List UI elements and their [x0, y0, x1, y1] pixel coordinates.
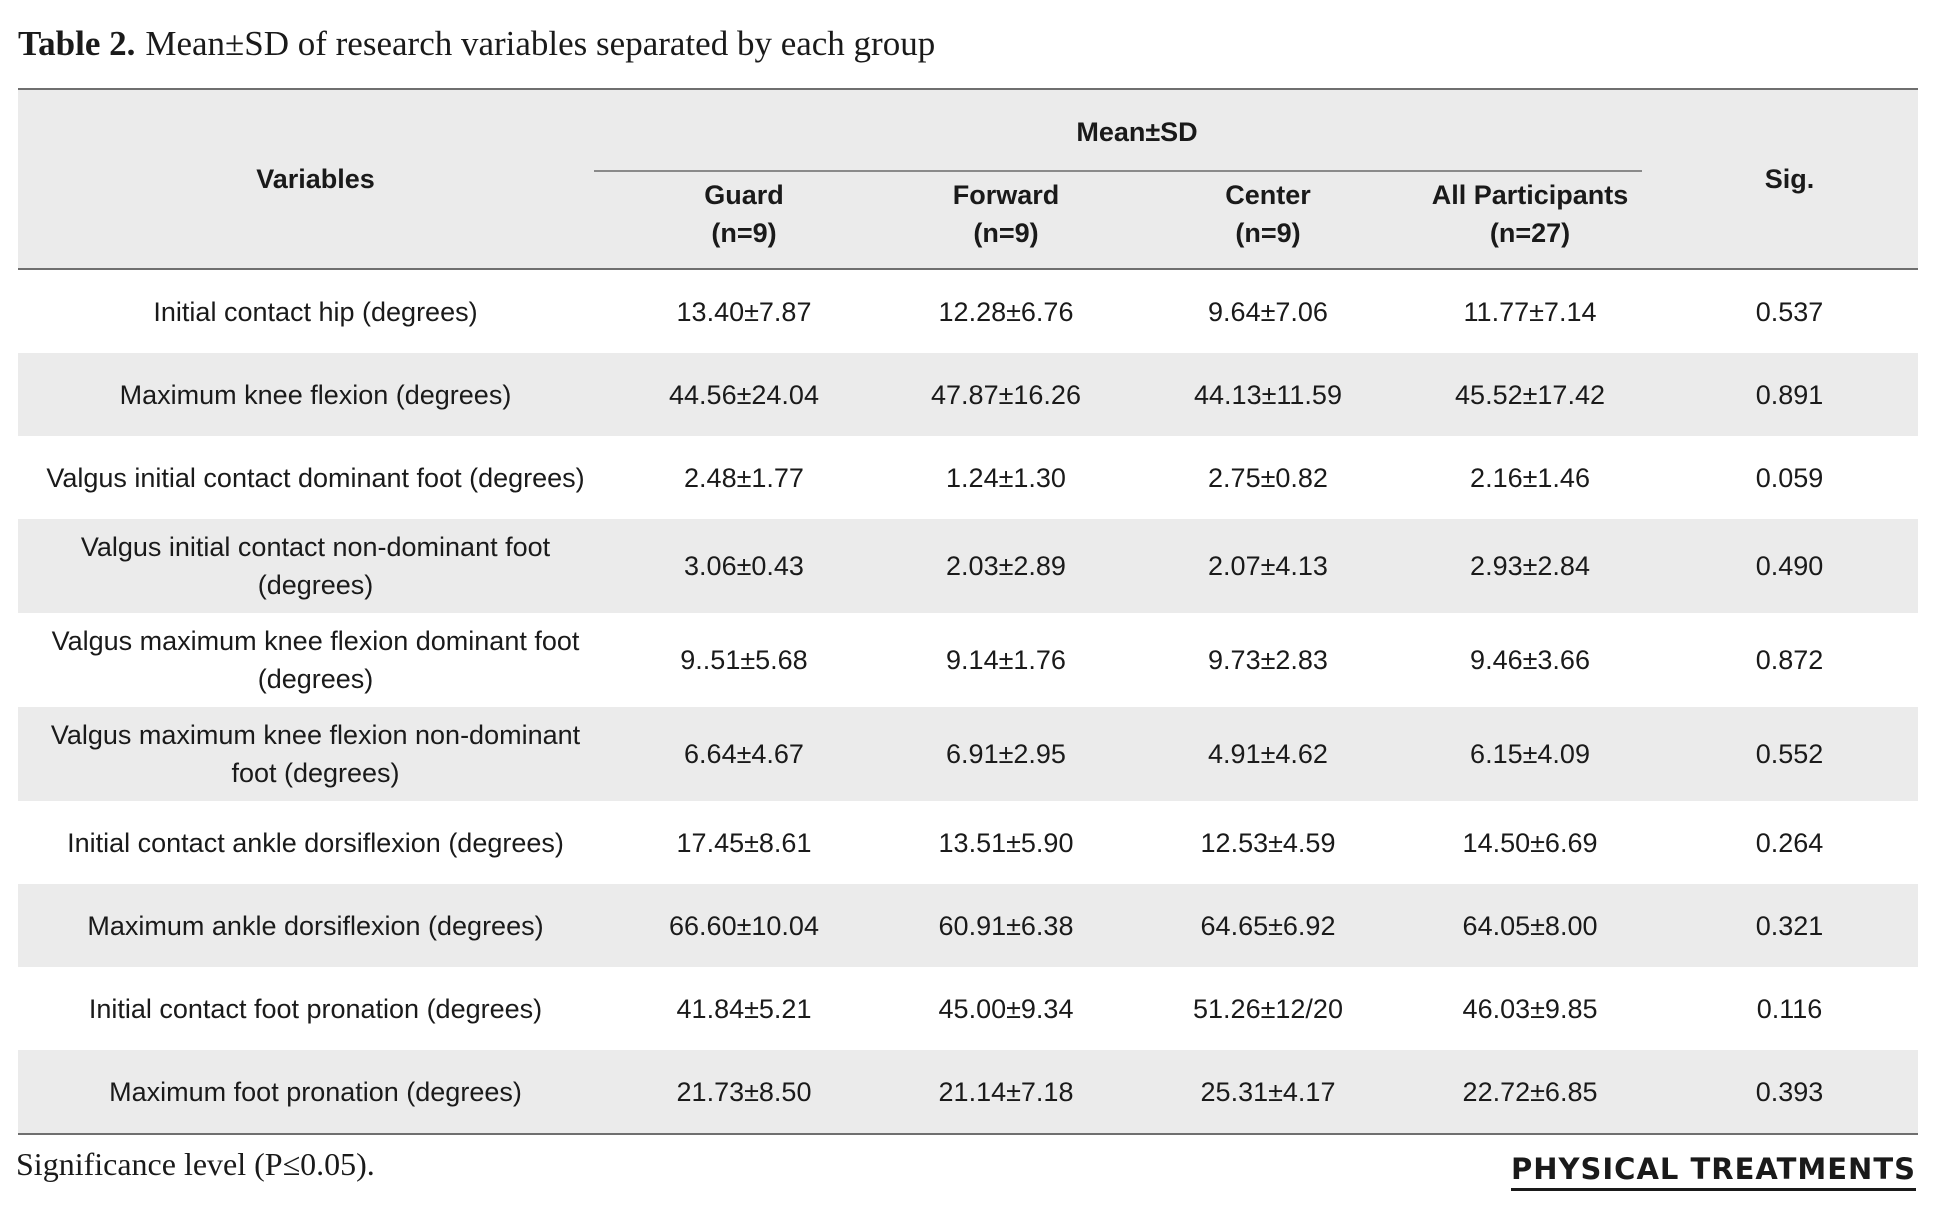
table-row — [18, 801, 1918, 884]
cell-forward: 13.51±5.90 — [938, 827, 1074, 858]
group-n: (n=9) — [711, 218, 777, 248]
cell-sig: 0.059 — [1755, 462, 1824, 493]
journal-logo: PHYSICAL TREATMENTS — [1511, 1152, 1916, 1191]
header-group-center — [1137, 174, 1399, 269]
table-body — [18, 269, 1918, 1134]
cell-forward: 47.87±16.26 — [875, 353, 1137, 436]
cell-guard: 17.45±8.61 — [676, 827, 812, 858]
table-row — [18, 519, 1918, 613]
cell-forward: 45.00±9.34 — [938, 993, 1074, 1024]
cell-variable: Maximum foot pronation (degrees) — [18, 1050, 613, 1134]
cell-variable: Maximum knee flexion (degrees) — [18, 353, 613, 436]
cell-sig: 0.891 — [1661, 353, 1918, 436]
cell-forward: 9.14±1.76 — [946, 645, 1066, 675]
cell-guard: 41.84±5.21 — [676, 993, 812, 1024]
cell-center: 4.91±4.62 — [1137, 707, 1399, 801]
table-row — [18, 884, 1918, 967]
group-n: (n=9) — [973, 218, 1039, 248]
cell-sig: 0.537 — [1755, 296, 1824, 327]
cell-sig: 0.490 — [1661, 519, 1918, 613]
table-row — [18, 269, 1918, 353]
table-row — [18, 967, 1918, 1050]
cell-all: 2.93±2.84 — [1399, 519, 1661, 613]
cell-guard: 6.64±4.67 — [613, 707, 875, 801]
cell-all: 46.03±9.85 — [1462, 993, 1598, 1024]
cell-guard: 66.60±10.04 — [613, 884, 875, 967]
cell-guard: 13.40±7.87 — [676, 296, 812, 327]
table-row — [18, 1050, 1918, 1134]
cell-sig: 0.393 — [1661, 1050, 1918, 1134]
cell-sig: 0.552 — [1661, 707, 1918, 801]
cell-guard: 3.06±0.43 — [613, 519, 875, 613]
cell-variable: Valgus maximum knee flexion non-dominant foot (degrees) — [18, 707, 613, 801]
cell-center: 51.26±12/20 — [1193, 993, 1343, 1024]
table-row — [18, 707, 1918, 801]
group-n: (n=27) — [1489, 218, 1571, 248]
cell-all: 11.77±7.14 — [1463, 296, 1597, 327]
cell-variable: Initial contact foot pronation (degrees) — [88, 993, 543, 1024]
cell-all: 9.46±3.66 — [1470, 645, 1590, 675]
group-name: Forward — [952, 180, 1060, 210]
cell-all: 22.72±6.85 — [1399, 1050, 1661, 1134]
table-row — [18, 436, 1918, 519]
header-mean-sd: Mean±SD — [613, 89, 1661, 174]
table-footnote: Significance level (P≤0.05). — [16, 1146, 375, 1182]
cell-all: 6.15±4.09 — [1399, 707, 1661, 801]
cell-all: 64.05±8.00 — [1399, 884, 1661, 967]
cell-center: 9.73±2.83 — [1208, 645, 1328, 675]
group-name: Center — [1225, 180, 1311, 210]
results-table — [18, 88, 1918, 1135]
cell-center: 12.53±4.59 — [1200, 827, 1336, 858]
cell-variable: Initial contact hip (degrees) — [153, 296, 478, 327]
group-name: All Participants — [1431, 180, 1629, 210]
cell-variable: Valgus initial contact non-dominant foot (degrees) — [18, 519, 613, 613]
cell-forward: 2.03±2.89 — [875, 519, 1137, 613]
caption-label: Table 2. — [18, 24, 136, 63]
group-name: Guard — [704, 180, 784, 210]
cell-variable: Valgus initial contact dominant foot (degrees) — [46, 462, 585, 493]
cell-all: 14.50±6.69 — [1462, 827, 1598, 858]
cell-guard: 9..51±5.68 — [680, 645, 808, 675]
cell-sig: 0.116 — [1756, 993, 1823, 1024]
header-variables: Variables — [18, 89, 613, 269]
table-caption — [18, 24, 935, 64]
cell-center: 64.65±6.92 — [1137, 884, 1399, 967]
cell-center: 9.64±7.06 — [1208, 296, 1328, 327]
cell-center: 2.07±4.13 — [1137, 519, 1399, 613]
caption-text: Mean±SD of research variables separated by each group — [145, 24, 936, 63]
cell-variable: Valgus maximum knee flexion dominant foot (degrees) — [51, 626, 580, 694]
cell-forward: 21.14±7.18 — [875, 1050, 1137, 1134]
group-n: (n=9) — [1235, 218, 1301, 248]
cell-center: 44.13±11.59 — [1137, 353, 1399, 436]
cell-guard: 21.73±8.50 — [613, 1050, 875, 1134]
table-header — [18, 89, 1918, 269]
cell-sig: 0.872 — [1755, 645, 1824, 675]
header-sig: Sig. — [1661, 89, 1918, 269]
cell-sig: 0.321 — [1661, 884, 1918, 967]
cell-forward: 60.91±6.38 — [875, 884, 1137, 967]
cell-guard: 44.56±24.04 — [613, 353, 875, 436]
table-row — [18, 613, 1918, 707]
cell-forward: 1.24±1.30 — [946, 462, 1066, 493]
header-group-guard — [613, 174, 875, 269]
cell-forward: 6.91±2.95 — [875, 707, 1137, 801]
cell-all: 2.16±1.46 — [1470, 462, 1590, 493]
cell-forward: 12.28±6.76 — [938, 296, 1074, 327]
cell-sig: 0.264 — [1755, 827, 1824, 858]
header-group-forward — [875, 174, 1137, 269]
cell-center: 25.31±4.17 — [1137, 1050, 1399, 1134]
cell-variable: Maximum ankle dorsiflexion (degrees) — [18, 884, 613, 967]
cell-variable: Initial contact ankle dorsiflexion (degrees) — [67, 827, 564, 858]
header-group-all — [1399, 174, 1661, 269]
mean-sd-divider — [594, 170, 1642, 172]
cell-all: 45.52±17.42 — [1399, 353, 1661, 436]
table-row — [18, 353, 1918, 436]
cell-guard: 2.48±1.77 — [684, 462, 804, 493]
cell-center: 2.75±0.82 — [1208, 462, 1328, 493]
